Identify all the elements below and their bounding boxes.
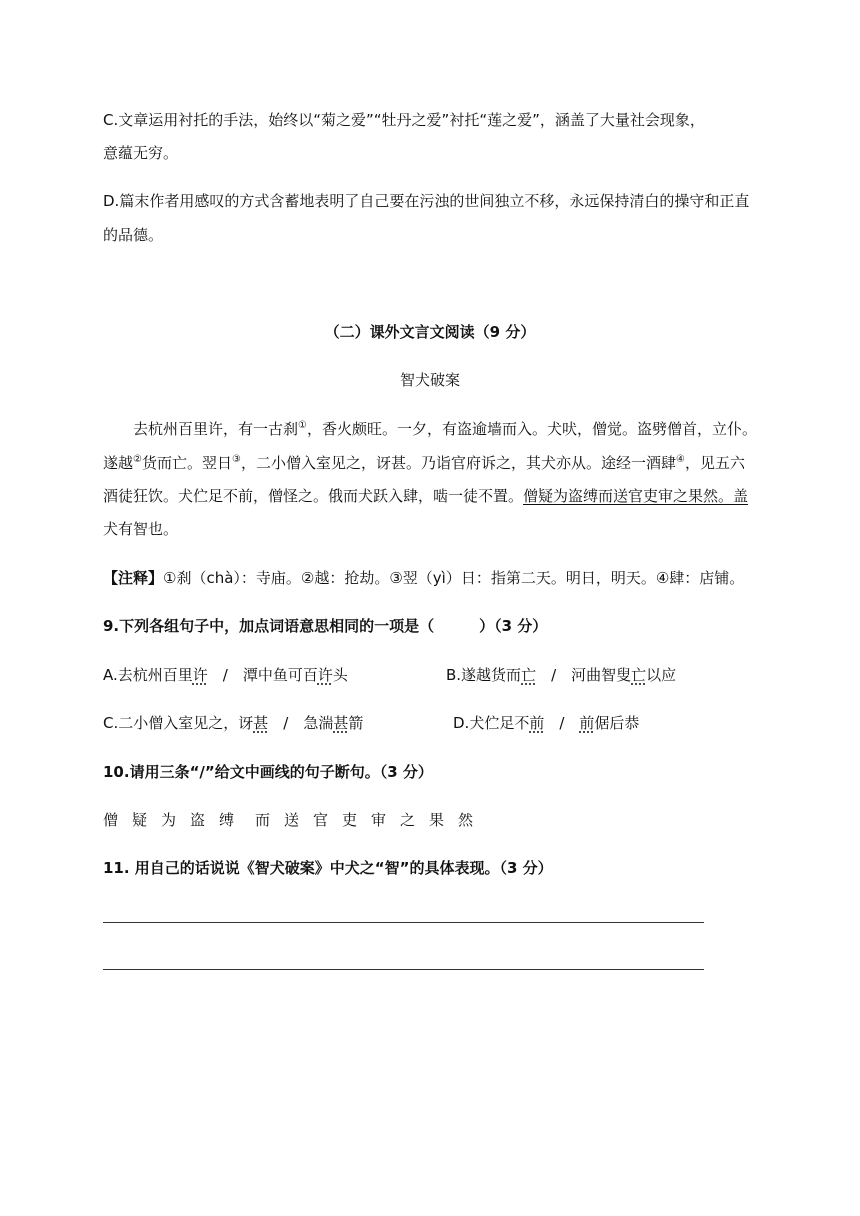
option-text: D.犬伫足不 bbox=[453, 714, 530, 732]
option-text: C.二小僧入室见之，讶 bbox=[103, 714, 254, 732]
notes-label: 【注释】 bbox=[103, 569, 164, 587]
q10-char: 官 bbox=[313, 811, 329, 829]
passage-text: ，香火颇旺。一夕，有盗逾墙而入。犬吠，僧觉。盗劈僧首，立仆。 bbox=[306, 420, 757, 438]
q10-char: 盗 bbox=[190, 811, 206, 829]
q10-char: 为 bbox=[161, 811, 177, 829]
passage-text: 去杭州百里许，有一古刹 bbox=[133, 420, 299, 438]
option-text: B.遂越货而 bbox=[446, 666, 522, 684]
passage-line-3 bbox=[103, 486, 748, 506]
q10-char: 果 bbox=[429, 811, 445, 829]
passage-text: 遂越 bbox=[103, 454, 134, 472]
option-c-line1: C.文章运用衬托的手法，始终以“菊之爱”“牡丹之爱”衬托“莲之爱”，涵盖了大量社会现象， bbox=[103, 111, 705, 129]
q10-char: 送 bbox=[284, 811, 300, 829]
option-text: A.去杭州百里 bbox=[103, 666, 193, 684]
option-text: / 潭中鱼可百 bbox=[207, 666, 318, 684]
answer-line-2[interactable] bbox=[103, 969, 704, 970]
passage-text: 货而亡。翌日 bbox=[141, 454, 232, 472]
footnote-ref: ① bbox=[298, 420, 307, 431]
q10-char: 吏 bbox=[342, 811, 358, 829]
option-text: 箭 bbox=[348, 714, 364, 732]
passage-title: 智犬破案 bbox=[399, 371, 460, 389]
dotted-word: 前 bbox=[579, 714, 595, 732]
q9-option-d bbox=[453, 713, 639, 733]
dotted-word: 许 bbox=[317, 666, 333, 684]
option-text: 头 bbox=[332, 666, 348, 684]
option-text: / 河曲智叟 bbox=[536, 666, 632, 684]
option-text: 以应 bbox=[646, 666, 677, 684]
section-heading: （二）课外文言文阅读（9 分） bbox=[324, 323, 536, 341]
q9-option-b bbox=[446, 665, 676, 685]
footnote-ref: ③ bbox=[232, 454, 241, 465]
question-9-stem: 9.下列各组句子中，加点词语意思相同的一项是（ ）（3 分） bbox=[103, 617, 548, 635]
q10-char: 然 bbox=[458, 811, 474, 829]
q10-char: 疑 bbox=[132, 811, 148, 829]
dotted-word: 甚 bbox=[333, 714, 349, 732]
q10-char: 而 bbox=[255, 811, 271, 829]
question-10-stem: 10.请用三条“/”给文中画线的句子断句。（3 分） bbox=[103, 763, 433, 781]
option-d-line1: D.篇末作者用感叹的方式含蓄地表明了自己要在污浊的世间独立不移，永远保持清白的操守和正直 bbox=[103, 192, 750, 210]
passage-line-2 bbox=[103, 453, 745, 473]
footnote-ref: ④ bbox=[675, 454, 685, 465]
option-d-line2: 的品德。 bbox=[103, 226, 164, 244]
q9-option-a bbox=[103, 665, 348, 685]
passage-text: ，二小僧入室见之，讶甚。乃诣官府诉之，其犬亦从。途经一酒肆 bbox=[240, 454, 676, 472]
footnote-ref: ② bbox=[133, 454, 142, 465]
q9-option-c bbox=[103, 713, 363, 733]
q10-char: 僧 bbox=[103, 811, 119, 829]
notes-line bbox=[103, 568, 744, 588]
option-text: / 急湍 bbox=[268, 714, 334, 732]
answer-line-1[interactable] bbox=[103, 922, 704, 923]
passage-text: 酒徒狂饮。犬伫足不前，僧怪之。俄而犬跃入肆，啮一徒不置。 bbox=[103, 487, 524, 505]
q10-char: 之 bbox=[400, 811, 416, 829]
q10-char: 缚 bbox=[219, 811, 235, 829]
passage-line-4: 犬有智也。 bbox=[103, 520, 179, 538]
option-text: 倨后恭 bbox=[594, 714, 640, 732]
question-11-stem: 11. 用自己的话说说《智犬破案》中犬之“智”的具体表现。（3 分） bbox=[103, 859, 553, 877]
q10-characters bbox=[103, 810, 487, 830]
dotted-word: 前 bbox=[529, 714, 545, 732]
option-text: / bbox=[544, 714, 580, 732]
dotted-word: 亡 bbox=[631, 666, 647, 684]
passage-line-1 bbox=[133, 419, 757, 439]
underlined-sentence: 僧疑为盗缚而送官吏审之果然。盖 bbox=[523, 487, 749, 505]
passage-text: ，见五六 bbox=[684, 454, 745, 472]
q10-char: 审 bbox=[371, 811, 387, 829]
option-c-line2: 意蕴无穷。 bbox=[103, 144, 179, 162]
dotted-word: 甚 bbox=[253, 714, 269, 732]
notes-text: ①刹（chà）：寺庙。②越：抢劫。③翌（yì）日：指第二天。明日，明天。④肆：店铺。 bbox=[163, 569, 745, 587]
dotted-word: 亡 bbox=[521, 666, 537, 684]
dotted-word: 许 bbox=[192, 666, 208, 684]
